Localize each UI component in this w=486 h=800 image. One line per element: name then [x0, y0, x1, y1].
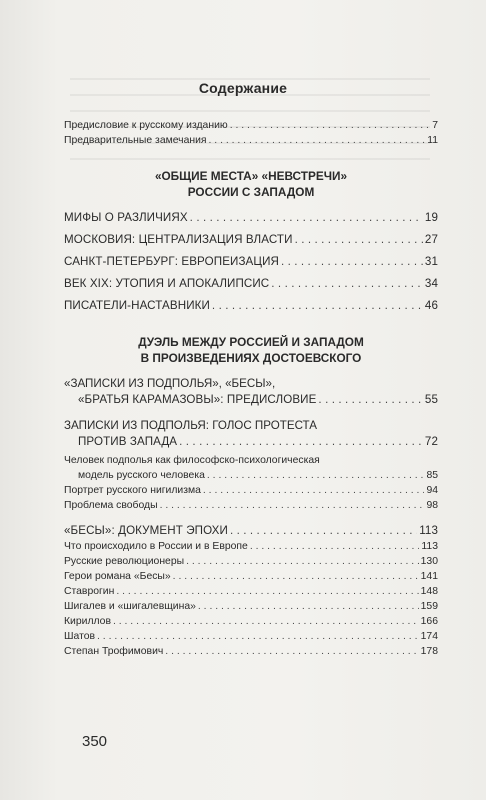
dot-leader [179, 434, 423, 450]
dot-leader [271, 276, 423, 292]
toc-entry-multiline [64, 418, 438, 450]
toc-entry [64, 629, 438, 644]
toc-entry-title: МОСКОВИЯ: ЦЕНТРАЛИЗАЦИЯ ВЛАСТИ [64, 233, 293, 246]
toc-entry-title: Герои романа «Бесы» [64, 571, 171, 582]
toc-entry-page: 34 [424, 277, 438, 290]
toc-entry-title: Портрет русского нигилизма [64, 485, 201, 496]
dot-leader [173, 569, 419, 584]
dot-leader [203, 483, 425, 498]
toc-entry [64, 644, 438, 659]
toc-entry-title: Шигалев и «шигалевщина» [64, 601, 196, 612]
dot-leader [116, 584, 418, 599]
dot-leader [190, 210, 423, 226]
table-of-contents [64, 118, 438, 659]
toc-entry-page: 98 [426, 500, 438, 511]
toc-entry [64, 599, 438, 614]
dot-leader [198, 599, 419, 614]
toc-entry-page: 72 [424, 435, 438, 448]
dot-leader [160, 498, 425, 513]
dot-leader [212, 298, 423, 314]
toc-entry-page: 85 [426, 470, 438, 481]
toc-entry-page: 31 [424, 255, 438, 268]
toc-entry-page: 7 [432, 120, 438, 131]
toc-entry [64, 569, 438, 584]
toc-entry-title: ВЕК XIX: УТОПИЯ И АПОКАЛИПСИС [64, 277, 270, 290]
toc-entry-multiline [64, 454, 438, 483]
page-title: Содержание [198, 80, 288, 96]
toc-entry-page: 178 [420, 646, 438, 657]
dot-leader [113, 614, 419, 629]
dot-leader [97, 629, 419, 644]
toc-entry-title-line2: ПРОТИВ ЗАПАДА [78, 435, 178, 448]
toc-entry-title-line1: Человек подполья как философско-психологическая [64, 455, 320, 466]
page-number: 350 [82, 733, 108, 750]
dot-leader [207, 468, 425, 483]
toc-entry-title: САНКТ-ПЕТЕРБУРГ: ЕВРОПЕИЗАЦИЯ [64, 255, 279, 268]
toc-entry-title-line2: «БРАТЬЯ КАРАМАЗОВЫ»: ПРЕДИСЛОВИЕ [78, 393, 317, 406]
toc-entry-title: Шатов [64, 631, 96, 642]
toc-entry [64, 210, 438, 226]
toc-entry-title: «БЕСЫ»: ДОКУМЕНТ ЭПОХИ [64, 524, 228, 537]
part1-heading-line2: РОССИИ С ЗАПАДОМ [187, 185, 315, 199]
dot-leader [186, 554, 419, 569]
toc-entry-page: 159 [420, 601, 438, 612]
toc-entry [64, 118, 438, 133]
toc-entry-title-line1: ЗАПИСКИ ИЗ ПОДПОЛЬЯ: ГОЛОС ПРОТЕСТА [64, 419, 317, 432]
toc-entry-title: Проблема свободы [64, 500, 158, 511]
toc-entry-title: ПИСАТЕЛИ-НАСТАВНИКИ [64, 299, 210, 312]
toc-entry [64, 483, 438, 498]
toc-entry [64, 498, 438, 513]
toc-entry-title-line2: модель русского человека [78, 470, 205, 481]
toc-entry [64, 232, 438, 248]
toc-entry-page: 55 [424, 393, 438, 406]
toc-entry-title: Русские революционеры [64, 556, 185, 567]
toc-entry-page: 113 [419, 524, 438, 537]
toc-entry-title: Что происходило в России и в Европе [64, 541, 248, 552]
toc-entry-title: Кириллов [64, 616, 111, 627]
toc-entry [64, 298, 438, 314]
dot-leader [165, 644, 418, 659]
toc-entry [64, 133, 438, 148]
toc-entry [64, 539, 438, 554]
part2-heading-line1: ДУЭЛЬ МЕЖДУ РОССИЕЙ И ЗАПАДОМ [138, 335, 364, 349]
dot-leader [318, 392, 422, 408]
toc-entry-page: 94 [426, 485, 438, 496]
toc-entry-page: 46 [424, 299, 438, 312]
toc-entry-page: 141 [420, 571, 438, 582]
toc-entry [64, 584, 438, 599]
toc-entry-title-line1: «ЗАПИСКИ ИЗ ПОДПОЛЬЯ», «БЕСЫ», [64, 377, 276, 390]
part1-heading-line1: «ОБЩИЕ МЕСТА» «НЕВСТРЕЧИ» [154, 169, 348, 183]
toc-entry-title: Ставрогин [64, 586, 115, 597]
toc-entry-multiline [64, 376, 438, 408]
toc-entry-page: 19 [424, 211, 438, 224]
toc-entry-page: 174 [420, 631, 438, 642]
toc-entry-page: 166 [420, 616, 438, 627]
dot-leader [281, 254, 423, 270]
part2-heading-line2: В ПРОИЗВЕДЕНИЯХ ДОСТОЕВСКОГО [140, 351, 362, 365]
dot-leader [230, 523, 417, 539]
toc-entry-page: 11 [427, 135, 438, 146]
toc-entry-title: МИФЫ О РАЗЛИЧИЯХ [64, 211, 188, 224]
toc-entry [64, 614, 438, 629]
toc-entry-page: 27 [424, 233, 438, 246]
toc-entry-title: Степан Трофимович [64, 646, 164, 657]
toc-entry-title: Предисловие к русскому изданию [64, 120, 228, 131]
toc-entry [64, 276, 438, 292]
dot-leader [295, 232, 423, 248]
dot-leader [209, 133, 426, 148]
dot-leader [230, 118, 431, 133]
toc-entry-page: 130 [420, 556, 438, 567]
toc-entry [64, 254, 438, 270]
toc-entry-page: 148 [420, 586, 438, 597]
dot-leader [250, 539, 420, 554]
toc-entry-page: 113 [421, 541, 438, 552]
toc-entry-title: Предварительные замечания [64, 135, 207, 146]
toc-entry [64, 554, 438, 569]
toc-entry [64, 523, 438, 539]
